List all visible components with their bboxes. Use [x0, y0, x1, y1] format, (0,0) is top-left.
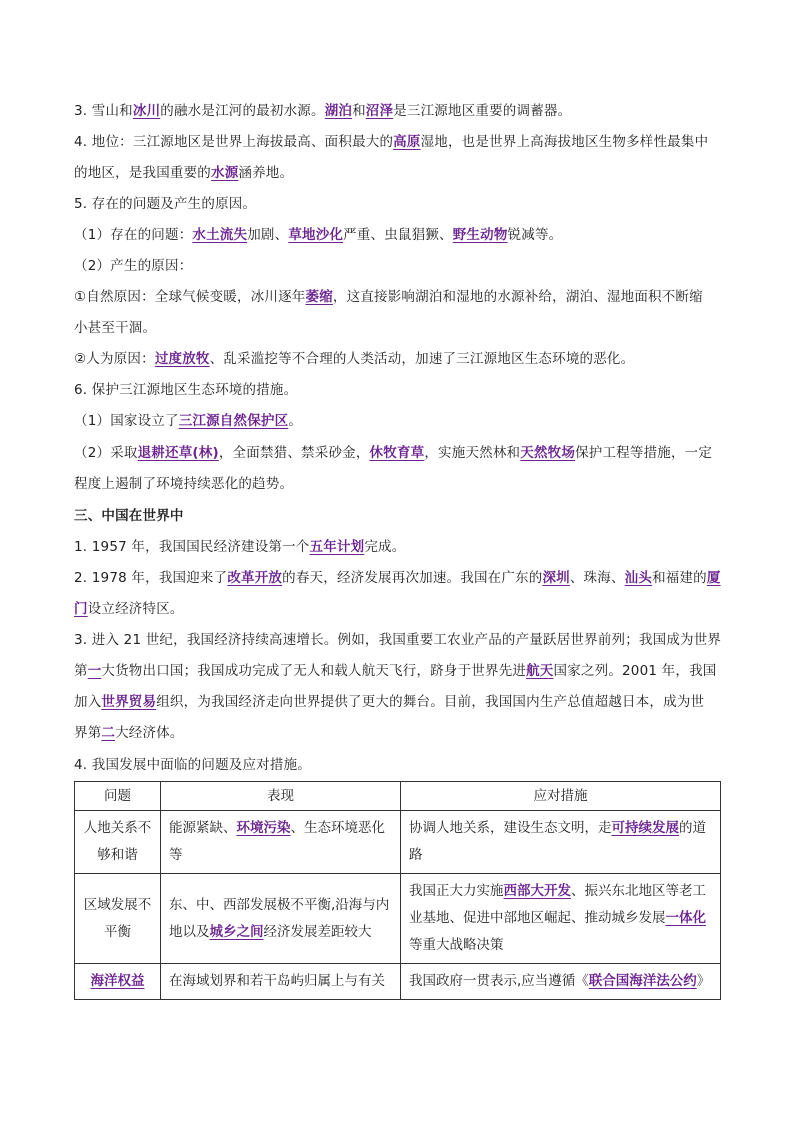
keyword: 一: [87, 663, 102, 679]
text: 4. 我国发展中面临的问题及应对措施。: [74, 757, 311, 773]
text: 设立经济特区。: [87, 601, 184, 617]
text: ，实施天然林和: [424, 445, 521, 461]
keyword: 可持续发展: [611, 820, 679, 836]
keyword: 三江源自然保护区: [178, 413, 289, 429]
keyword: 西部大开发: [503, 883, 571, 899]
text-line: [74, 474, 724, 494]
keyword: 汕头: [624, 570, 653, 586]
text: 能源紧缺、: [169, 820, 237, 836]
keyword: 厦: [706, 570, 721, 586]
text: 保护工程等措施，一定: [575, 445, 713, 461]
text: （2）采取: [74, 445, 138, 461]
text: 、生态环境恶化等: [169, 820, 385, 863]
text: 》: [696, 973, 711, 989]
text-line: [74, 132, 724, 152]
text-line: [74, 661, 724, 681]
text-line: [74, 194, 724, 214]
text: 第: [74, 663, 88, 679]
table-cell: [75, 964, 161, 1000]
text: 的地区，是我国重要的: [74, 165, 211, 181]
keyword: 城乡之间: [209, 923, 264, 940]
keyword: 湖泊: [324, 103, 353, 119]
table-cell: [161, 874, 401, 964]
text: 完成。: [364, 539, 406, 555]
text: 小甚至干涸。: [74, 320, 157, 336]
text: 3. 进入 21 世纪，我国经济持续高速增长。例如，我国重要工农业产品的产量跃居世界前列；我国成为世界: [74, 632, 722, 648]
text: 6. 保护三江源地区生态环境的措施。: [74, 382, 298, 398]
text: 我国正大力实施: [409, 883, 504, 899]
table-cell: 在海域划界和若干岛屿归属上与有关: [161, 964, 401, 1000]
text: 大经济体。: [115, 725, 184, 741]
text-line: [74, 225, 724, 245]
text: 是三江源地区重要的调蓄器。: [393, 103, 572, 119]
keyword: 草地沙化: [288, 227, 344, 243]
text-line: [74, 599, 724, 619]
keyword: 五年计划: [309, 539, 365, 555]
text: （2）产生的原因：: [74, 258, 193, 274]
text-line: [74, 318, 724, 338]
text: 组织，为我国经济走向世界提供了更大的舞台。目前，我国国内生产总值超越日本，成为世: [156, 694, 705, 710]
table-header-row: [75, 782, 721, 811]
keyword: 高原: [393, 134, 421, 150]
text: 界第: [74, 725, 102, 741]
text-line: [74, 537, 724, 557]
text: 三、中国在世界中: [74, 508, 184, 524]
keyword: 退耕还草(林): [137, 445, 219, 461]
text: 的春天，经济发展再次加速。我国在广东的: [282, 570, 543, 586]
table-header-cell: 应对措施: [401, 782, 721, 811]
keyword: 联合国海洋法公约: [588, 973, 697, 989]
keyword: 水土流失: [192, 227, 248, 243]
keyword: 冰川: [132, 103, 161, 119]
keyword: 沼泽: [365, 103, 394, 119]
keyword: 水源: [211, 165, 239, 181]
text: 、珠海、: [569, 570, 625, 586]
table-header-cell: 问题: [75, 782, 161, 811]
text-line: [74, 630, 724, 650]
table-cell: [401, 811, 721, 874]
text: 的道路: [409, 820, 706, 863]
text: 湿地，也是世界上高海拔地区生物多样性最集中: [420, 134, 709, 150]
keyword: 天然牧场: [520, 445, 576, 461]
text-line: [74, 101, 724, 121]
text: 我国政府一贯表示,应当遵循《: [409, 973, 589, 989]
text: 5. 存在的问题及产生的原因。: [74, 196, 257, 212]
text-line: [74, 380, 724, 400]
keyword: 深圳: [542, 570, 570, 586]
text: 协调人地关系，建设生态文明，走: [409, 820, 612, 836]
text: 加剧、: [247, 227, 289, 243]
table-row: [75, 874, 721, 964]
text: 1. 1957 年，我国国民经济建设第一个: [74, 539, 310, 555]
table-header-cell: 表现: [161, 782, 401, 811]
text: 的融水是江河的最初水源。: [160, 103, 325, 119]
text-line: [74, 568, 724, 588]
text-line: [74, 349, 724, 369]
text: 和福建的: [652, 570, 707, 586]
text-line: [74, 723, 724, 743]
issues-table: [74, 781, 721, 1000]
text: 严重、虫鼠猖獗、: [343, 227, 453, 243]
section-heading: [74, 506, 724, 526]
keyword: 世界贸易: [101, 694, 157, 710]
keyword: 一体化: [665, 910, 706, 926]
table-cell: 人地关系不够和谐: [75, 811, 161, 874]
text: 3. 雪山和: [74, 103, 133, 119]
text: ①自然原因：全球气候变暖，冰川逐年: [74, 289, 306, 305]
text: 经济发展差距较大: [263, 923, 372, 940]
text: 、乱采滥挖等不合理的人类活动，加速了三江源地区生态环境的恶化。: [209, 351, 635, 367]
text: 国家之列。2001 年，我国: [553, 663, 717, 679]
text: 和: [352, 103, 366, 119]
text-line: [74, 256, 724, 276]
text-line: [74, 755, 724, 775]
text-line: [74, 287, 724, 307]
keyword: 海洋权益: [90, 973, 145, 989]
keyword: 航天: [526, 663, 554, 679]
text-line: [74, 692, 724, 712]
text: （1）国家设立了: [74, 413, 179, 429]
text: 。: [288, 413, 303, 429]
keyword: 休牧育草: [369, 445, 425, 461]
text: 东、中、西部发展极不平衡,沿海与内地以及: [169, 896, 390, 940]
table-row: [75, 964, 721, 1000]
keyword: 环境污染: [236, 820, 291, 836]
text: 大货物出口国；我国成功完成了无人和载人航天飞行，跻身于世界先进: [101, 663, 527, 679]
text: （1）存在的问题：: [74, 227, 193, 243]
text: 4. 地位：三江源地区是世界上海拔最高、面积最大的: [74, 134, 394, 150]
keyword: 野生动物: [452, 227, 508, 243]
text-line: [74, 411, 724, 431]
text: 程度上遏制了环境持续恶化的趋势。: [74, 476, 294, 492]
table-cell: [401, 964, 721, 1000]
text: 、振兴东北地区等老工业基地、促进中部地区崛起、推动城乡发展: [409, 883, 706, 926]
text: ，全面禁猎、禁采砂金，: [218, 445, 370, 461]
text: 锐减等。: [507, 227, 563, 243]
table-cell: 区域发展不平衡: [75, 874, 161, 964]
table-row: [75, 811, 721, 874]
table-cell: [161, 811, 401, 874]
keyword: 二: [101, 725, 116, 741]
keyword: 门: [74, 601, 88, 617]
table-cell: [401, 874, 721, 964]
text: 2. 1978 年，我国迎来了: [74, 570, 228, 586]
text: ，这直接影响湖泊和湿地的水源补给，湖泊、湿地面积不断缩: [332, 289, 703, 305]
text: 加入: [74, 694, 102, 710]
text-line: [74, 443, 724, 463]
keyword: 萎缩: [305, 289, 333, 305]
text-line: [74, 163, 724, 183]
keyword: 改革开放: [227, 570, 283, 586]
text: 涵养地。: [238, 165, 294, 181]
text: 等重大战略决策: [409, 937, 504, 953]
keyword: 过度放牧: [154, 351, 210, 367]
text: ②人为原因：: [74, 351, 155, 367]
